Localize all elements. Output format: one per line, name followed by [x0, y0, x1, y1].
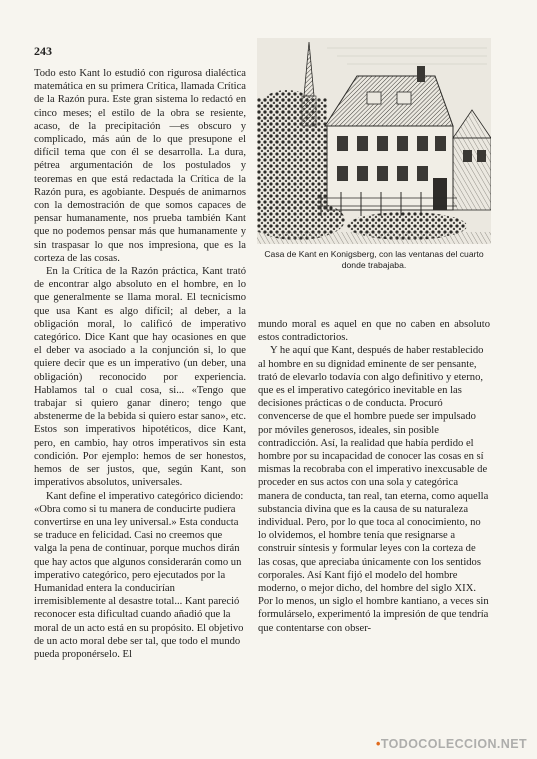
kant-house-illustration — [257, 38, 491, 244]
paragraph: mundo moral es aquel en que no caben en absoluto estos contradictorios. — [258, 319, 490, 344]
right-column — [258, 318, 490, 635]
watermark-text: TODOCOLECCION — [380, 737, 497, 751]
engraving-image — [257, 38, 491, 244]
watermark-suffix: .NET — [496, 737, 527, 751]
paragraph: Todo esto Kant lo estudió con rigurosa dialéctica matemática en su primera Crítica, llamada Crítica de la Razón pura. Este gran sistema lo redactó en cinco meses; el estilo de la obra se resiente, acaso, de la precipitación —es obscuro y complicado, más aún de lo que presupone el difícil tema que con él se desarrolla. La dura, pétrea argumentación de los postulados y teoremas en que está redactada la Crítica de la Razón pura, es agobiante. Después de animarnos con la demostración de que somos capaces de pensar humanamente, nos prueba también Kant que no podemos pensar más que humanamente y sin traspasar lo que nos impresiona, que es la corteza de las cosas. — [34, 68, 246, 264]
paragraph: Kant define el imperativo categórico diciendo: «Obra como si tu manera de conducirte pudiera convertirse en una ley universal.» Esta conducta se traduce en felicidad. Casi no creemos que valga la pena de continuar, porque muchos dirán que hay actos que algunos considerarán como un imperativo categórico, pero ejecutados por la Humanidad entera la conducirían irremisiblemente al desastre total... Kant pareció reconocer esta dificultad cuando añadió que la moral de un acto está en su propósito. El objetivo de un acto moral debe ser tal, que todo el mundo pueda proponérselo. El — [34, 490, 244, 660]
watermark — [376, 737, 527, 751]
paragraph: Y he aquí que Kant, después de haber restablecido al hombre en su dignidad eminente de ser pensante, trató de elevarlo todavía con algo definitivo y eterno, que es el imperativo categórico inevitable en las decisiones prácticas o de conducta. Procuró convencerse de que el hombre puede ser impulsado por móviles generosos, ideales, sin posible contradicción. Así, la realidad que había perdido el hombre por su incapacidad de conocer las cosas en sí mismas la recobraba con el imperativo inexcusable de proceder en sus actos con una sola y categórica manera de conducta, tan real, tan eterna, como aquella substancia divina que es la causa de su naturaleza individual. Pero, por lo que toca al conocimiento, no lo olvidemos, el hombre tenía que resignarse a construir síntesis y formular leyes con la corteza de las cosas, que apreciaba únicamente con los sentidos corporales. Así Kant fijó el modelo del hombre moderno, o mejor dicho, del hombre del siglo XIX. Por lo menos, un siglo el hombre kantiano, a veces sin formulárselo, experimentó la impresión de que tendría que contentarse con obser- — [258, 345, 489, 634]
image-caption: Casa de Kant en Konigsberg, con las ventanas del cuarto donde trabajaba. — [264, 249, 484, 270]
left-column — [34, 67, 246, 661]
watermark-dot: • — [376, 737, 381, 751]
paragraph: En la Crítica de la Razón práctica, Kant trató de encontrar algo absoluto en el hombre, en lo que generalmente se llama moral. El tecnicismo que usa Kant es algo difícil; al deber, a la obligación moral, lo calificó de imperativo categórico. Dice Kant que hay ocasiones en que el deber va asociado a la conjunción si, lo que quiere decir que es un imperativo (un deber, una obligación) reconocido por experiencia. Hablamos tal o cual cosa, si... «Tengo que trabajar si quiero ganar dinero; tengo que abstenerme de la bebida si quiero estar sano», etc. Estos son imperativos hipotéticos, dice Kant, pero, en cambio, hay otros imperativos sin esta condición. Por ejemplo: hemos de ser honestos, hemos de ser justos, que, según Kant, son imperativos absolutos, universales. — [34, 266, 246, 489]
page-number: 243 — [34, 44, 52, 58]
